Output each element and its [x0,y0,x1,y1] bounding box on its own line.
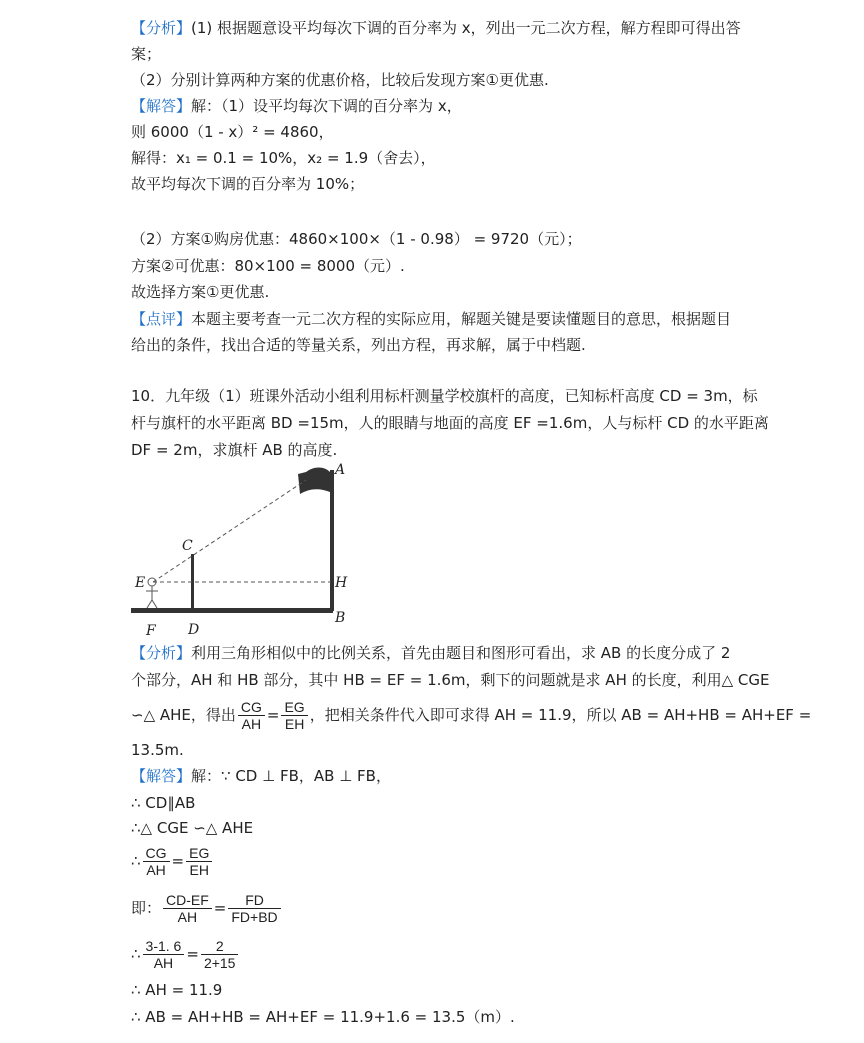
analysis-line-1b: 案； [131,45,162,63]
answer-line-1: 【解答】解：（1）设平均每次下调的百分率为 x， [131,97,462,115]
answer-line-6: 方案②可优惠：80×100 = 8000（元）. [131,257,405,275]
fraction-eg-eh: $\frac{EG}{EH}$ [281,699,307,732]
fraction: $\frac{EG}{EH}$ [186,845,212,878]
flagpole [330,470,334,611]
answer-line-7: 故选择方案①更优惠. [131,283,270,301]
fraction-cg-ah: $\frac{CG}{AH}$ [238,699,265,732]
answer2-line-3: ∴△ CGE ∽△ AHE [131,819,254,837]
answer2-line-8: ∴ AB = AH+HB = AH+EF = 11.9+1.6 = 13.5（m）. [131,1008,515,1026]
analysis-tag: 【分析】 [131,19,192,37]
answer-line-2: 则 6000（1 - x）² = 4860， [131,123,334,141]
question-line-2: 杆与旗杆的水平距离 BD =15m，人的眼睛与地面的高度 EF =1.6m，人与标杆 CD 的水平距离 [131,414,769,432]
label-B: B [335,610,346,626]
answer2-line-7: ∴ AH = 11.9 [131,981,223,999]
label-C: C [182,538,193,554]
answer2-line-6: ∴ $\frac{3-1. 6}{AH}$ = $\frac{2}{2+15}$ [131,936,240,972]
fraction: $\frac{2}{2+15}$ [201,938,239,971]
flagpole-figure [128,462,368,640]
comment-line-2: 给出的条件，找出合适的等量关系，列出方程，再求解，属于中档题. [131,336,586,354]
analysis2-line-4: 13.5m. [131,741,184,759]
fraction: $\frac{CG}{AH}$ [143,845,170,878]
comment-tag: 【点评】 [131,310,192,328]
answer2-line-1: 【解答】解：∵ CD ⊥ FB，AB ⊥ FB， [131,767,391,785]
question-line-3: DF = 2m，求旗杆 AB 的高度. [131,441,338,459]
analysis-line-2: （2）分别计算两种方案的优惠价格，比较后发现方案①更优惠. [131,71,549,89]
ground-line [131,608,333,613]
label-H: H [335,575,348,591]
analysis2-line-2: 个部分，AH 和 HB 部分，其中 HB = EF = 1.6m，剩下的问题就是求 AH 的长度，利用△ CGE [131,671,770,689]
label-D: D [188,622,200,638]
analysis2-tag: 【分析】 [131,644,192,662]
label-E: E [135,575,146,591]
question-line-1: 10．九年级（1）班课外活动小组利用标杆测量学校旗杆的高度，已知标杆高度 CD = 3m，标 [131,387,758,405]
answer-line-3: 解得：x₁ = 0.1 = 10%，x₂ = 1.9（舍去）， [131,149,436,167]
fraction: $\frac{FD}{FD+BD}$ [228,892,280,925]
answer-line-4: 故平均每次下调的百分率为 10%； [131,175,365,193]
person-figure [146,578,158,608]
analysis2-line-3: ∽△ AHE，得出 $\frac{CG}{AH}$ = $\frac{EG}{EH}$ ，把相关条件代入即可求得 AH = 11.9，所以 AB = AH+HB = AH+EF = [131,699,812,732]
fraction: $\frac{3-1. 6}{AH}$ [143,938,185,971]
sightline [153,480,306,582]
label-A: A [335,462,346,478]
analysis2-line-1: 【分析】利用三角形相似中的比例关系，首先由题目和图形可看出，求 AB 的长度分成了 2 [131,644,731,662]
fraction: $\frac{CD-EF}{AH}$ [163,892,212,925]
answer2-tag: 【解答】 [131,767,192,785]
answer2-line-2: ∴ CD∥AB [131,794,196,812]
comment-line-1: 【点评】本题主要考查一元二次方程的实际应用，解题关键是要读懂题目的意思，根据题目 [131,310,732,328]
answer2-line-4: ∴ $\frac{CG}{AH}$ = $\frac{EG}{EH}$ [131,843,214,879]
answer-tag: 【解答】 [131,97,192,115]
label-F: F [146,623,156,639]
answer-line-5: （2）方案①购房优惠：4860×100×（1 - 0.98） = 9720（元）； [131,230,582,248]
analysis-line-1: 【分析】(1) 根据题意设平均每次下调的百分率为 x，列出一元二次方程，解方程即可得出答 [131,19,741,37]
answer2-line-5: 即： $\frac{CD-EF}{AH}$ = $\frac{FD}{FD+BD}$ [131,890,283,926]
flag [298,468,330,495]
